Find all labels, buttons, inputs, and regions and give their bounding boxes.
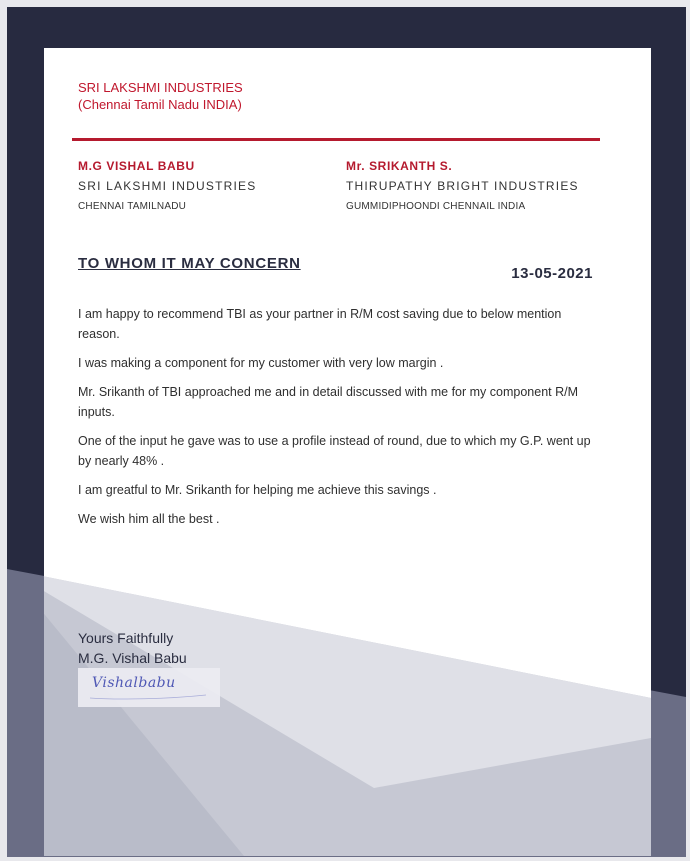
letter-body	[78, 304, 598, 538]
sender-location: CHENNAI TAMILNADU	[78, 201, 187, 212]
letterhead-location: (Chennai Tamil Nadu INDIA)	[78, 97, 242, 112]
letterhead-name: SRI LAKSHMI INDUSTRIES	[78, 80, 243, 95]
body-paragraph: I am happy to recommend TBI as your partner in R/M cost saving due to below mention reason.	[78, 307, 562, 341]
body-paragraph: One of the input he gave was to use a profile instead of round, due to which my G.P. went up by nearly 48% .	[78, 434, 591, 468]
closing-salutation: Yours Faithfully	[78, 630, 174, 646]
recipient-company: THIRUPATHY BRIGHT INDUSTRIES	[346, 179, 579, 193]
body-paragraph: We wish him all the best .	[78, 512, 220, 526]
handwritten-signature: Vishalbabu	[92, 675, 176, 691]
recipient-block	[346, 158, 579, 213]
body-paragraph: Mr. Srikanth of TBI approached me and in detail discussed with me for my component R/M inputs.	[78, 385, 578, 419]
body-paragraph: I was making a component for my customer with very low margin .	[78, 356, 444, 370]
signature-image	[78, 668, 220, 707]
sender-name: M.G VISHAL BABU	[78, 159, 195, 173]
recipient-name: Mr. SRIKANTH S.	[346, 159, 453, 173]
closing-block	[78, 628, 187, 668]
signature-stroke	[78, 668, 220, 707]
letter-heading: TO WHOM IT MAY CONCERN	[78, 255, 301, 272]
header-divider	[72, 138, 600, 141]
letter-date: 13-05-2021	[511, 265, 593, 282]
sender-block	[78, 158, 256, 213]
signer-name: M.G. Vishal Babu	[78, 650, 187, 666]
recipient-location: GUMMIDIPHOONDI CHENNAIL INDIA	[346, 201, 526, 212]
body-paragraph: I am greatful to Mr. Srikanth for helping me achieve this savings .	[78, 483, 437, 497]
company-letterhead	[78, 79, 243, 113]
letter-page	[44, 48, 651, 856]
sender-company: SRI LAKSHMI INDUSTRIES	[78, 179, 257, 193]
document-frame	[7, 7, 686, 857]
